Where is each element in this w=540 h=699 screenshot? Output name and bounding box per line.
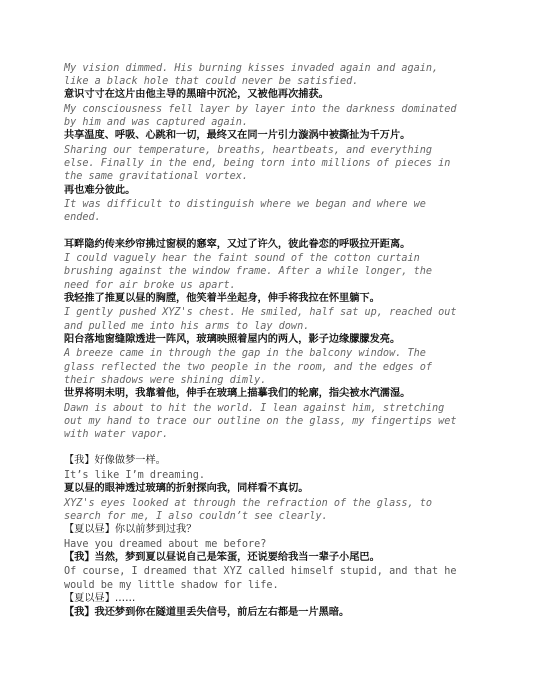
en-line: Sharing our temperature, breaths, heartbeats, and everything else. Finally in the end, being torn into millions of pieces in the same gravitational vortex. xyxy=(64,145,451,183)
en-line: A breeze came in through the gap in the balcony window. The glass reflected the two people in the room, and the edges of their shadows were shining dimly. xyxy=(64,348,433,386)
zh-line: 共享温度、呼吸、心跳和一切，最终又在同一片引力漩涡中被撕扯为千万片。 xyxy=(64,130,411,142)
en-line: I gently pushed XYZ's chest. He smiled, half sat up, reached out and pulled me into his arms to lay down. xyxy=(64,307,457,332)
section-3 xyxy=(64,454,500,621)
zh-line: 世界将明未明，我靠着他，伸手在玻璃上描摹我们的轮廓，指尖被水汽濡湿。 xyxy=(64,388,411,400)
dialogue-zh-line: 【夏以昼】…… xyxy=(64,592,136,604)
paragraph-gap xyxy=(64,441,500,454)
en-line: My consciousness fell layer by layer into the darkness dominated by him and was captured again. xyxy=(64,104,457,129)
en-line: It was difficult to distinguish where we began and where we ended. xyxy=(64,199,426,224)
dialogue-zh-line: 【我】我还梦到你在隧道里丢失信号，前后左右都是一片黑暗。 xyxy=(64,607,350,619)
section-1 xyxy=(64,62,500,225)
dialogue-en-line: Of course, I dreamed that XYZ called himself stupid, and that he would be my little shadow for life. xyxy=(64,566,457,591)
en-line: Dawn is about to hit the world. I lean against him, stretching out my hand to trace our outline on the glass, my fingertips wet with water vapor. xyxy=(64,402,457,441)
dialogue-zh-line: 【我】好像做梦一样。 xyxy=(64,455,166,467)
zh-line: 意识寸寸在这片由他主导的黑暗中沉沦，又被他再次捕获。 xyxy=(64,89,329,101)
dialogue-zh-line: 【夏以昼】你以前梦到过我？ xyxy=(64,524,197,536)
zh-line: 耳畔隐约传来纱帘拂过窗棂的窸窣，又过了许久，彼此眷恋的呼吸拉开距离。 xyxy=(64,238,411,250)
zh-line: 再也难分彼此。 xyxy=(64,184,136,196)
en-line: XYZ's eyes looked at through the refraction of the glass, to search for me, I also couldn’t see clearly. xyxy=(64,497,433,522)
dialogue-en-line: Have you dreamed about me before? xyxy=(64,538,267,550)
dialogue-en-line: It’s like I’m dreaming. xyxy=(64,469,206,481)
zh-line: 我轻推了推夏以昼的胸膛，他笑着半坐起身，伸手将我拉在怀里躺下。 xyxy=(64,292,380,304)
dialogue-zh-line: 【我】当然，梦到夏以昼说自己是笨蛋，还说要给我当一辈子小尾巴。 xyxy=(64,551,380,563)
en-line: I could vaguely hear the faint sound of the cotton curtain brushing against the window frame. After a while longer, the need for air broke us apart. xyxy=(64,253,433,291)
paragraph-gap xyxy=(64,225,500,238)
zh-line: 夏以昼的眼神透过玻璃的折射探向我，同样看不真切。 xyxy=(64,483,309,495)
section-2 xyxy=(64,238,500,442)
en-line: My vision dimmed. His burning kisses invaded again and again, like a black hole that could never be satisfied. xyxy=(64,63,439,88)
zh-line: 阳台落地窗缝隙透进一阵风，玻璃映照着屋内的两人，影子边缘朦朦发亮。 xyxy=(64,333,401,345)
